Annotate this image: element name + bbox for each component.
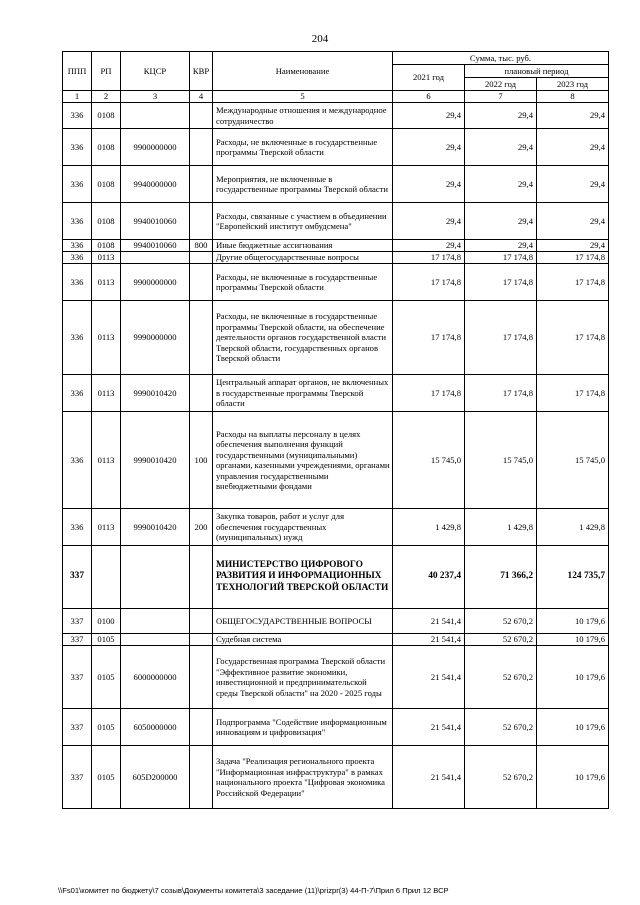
value-2021-cell: 17 174,8	[393, 264, 465, 301]
kcsr-cell: 9990010420	[121, 412, 190, 509]
footer-file-path: \\Fs01\комитет по бюджету\7 созыв\Документы комитета\3 заседание (11)\prizpr(3) 44-П-7\Прил 6 Прил 12 ВСР	[58, 886, 449, 895]
kcsr-cell: 6000000000	[121, 646, 190, 709]
ppp-cell: 337	[63, 746, 92, 809]
value-2021-cell: 21 541,4	[393, 709, 465, 746]
rp-cell: 0108	[92, 240, 121, 252]
ppp-cell: 336	[63, 252, 92, 264]
value-2023-cell: 29,4	[537, 240, 609, 252]
column-number: 8	[537, 91, 609, 103]
rp-cell: 0105	[92, 746, 121, 809]
ppp-cell: 336	[63, 166, 92, 203]
value-2022-cell: 29,4	[465, 103, 537, 129]
value-2022-cell: 52 670,2	[465, 646, 537, 709]
kcsr-cell	[121, 634, 190, 646]
kcsr-cell: 605D200000	[121, 746, 190, 809]
value-2023-cell: 29,4	[537, 166, 609, 203]
kcsr-cell	[121, 546, 190, 609]
ppp-cell: 336	[63, 412, 92, 509]
kcsr-cell: 9900000000	[121, 129, 190, 166]
header-sum-group: Сумма, тыс. руб.	[393, 52, 609, 65]
name-cell: Иные бюджетные ассигнования	[213, 240, 393, 252]
table-row	[63, 634, 609, 646]
kcsr-cell: 9900000000	[121, 264, 190, 301]
kcsr-cell	[121, 252, 190, 264]
kcsr-cell: 9990010420	[121, 509, 190, 546]
value-2022-cell: 29,4	[465, 203, 537, 240]
value-2022-cell: 52 670,2	[465, 634, 537, 646]
kcsr-cell: 9940010060	[121, 240, 190, 252]
value-2021-cell: 17 174,8	[393, 375, 465, 412]
rp-cell: 0108	[92, 203, 121, 240]
kvr-cell	[190, 252, 213, 264]
kvr-cell	[190, 301, 213, 375]
column-number: 2	[92, 91, 121, 103]
value-2022-cell: 52 670,2	[465, 609, 537, 634]
value-2022-cell: 29,4	[465, 240, 537, 252]
table-row	[63, 412, 609, 509]
header-year-2021: 2021 год	[393, 65, 465, 91]
name-cell: Подпрограмма "Содействие информационным инновациям и цифровизация"	[213, 709, 393, 746]
value-2023-cell: 17 174,8	[537, 264, 609, 301]
kcsr-cell: 9990000000	[121, 301, 190, 375]
kvr-cell	[190, 375, 213, 412]
value-2021-cell: 21 541,4	[393, 634, 465, 646]
value-2023-cell: 29,4	[537, 103, 609, 129]
kvr-cell: 800	[190, 240, 213, 252]
kcsr-cell: 6050000000	[121, 709, 190, 746]
table-row	[63, 264, 609, 301]
rp-cell: 0108	[92, 103, 121, 129]
column-number: 4	[190, 91, 213, 103]
table-row	[63, 166, 609, 203]
header-year-2023: 2023 год	[537, 78, 609, 91]
value-2023-cell: 10 179,6	[537, 646, 609, 709]
value-2021-cell: 29,4	[393, 103, 465, 129]
name-cell: Расходы, не включенные в государственные программы Тверской области	[213, 129, 393, 166]
kvr-cell: 200	[190, 509, 213, 546]
rp-cell: 0113	[92, 252, 121, 264]
table-row	[63, 709, 609, 746]
header-ppp: ППП	[63, 52, 92, 91]
rp-cell: 0108	[92, 129, 121, 166]
ppp-cell: 336	[63, 375, 92, 412]
value-2022-cell: 29,4	[465, 129, 537, 166]
value-2021-cell: 29,4	[393, 203, 465, 240]
value-2022-cell: 52 670,2	[465, 746, 537, 809]
value-2022-cell: 52 670,2	[465, 709, 537, 746]
kvr-cell	[190, 203, 213, 240]
value-2022-cell: 29,4	[465, 166, 537, 203]
rp-cell: 0113	[92, 301, 121, 375]
kvr-cell: 100	[190, 412, 213, 509]
kvr-cell	[190, 166, 213, 203]
header-year-2022: 2022 год	[465, 78, 537, 91]
table-row	[63, 509, 609, 546]
value-2022-cell: 17 174,8	[465, 375, 537, 412]
kvr-cell	[190, 609, 213, 634]
value-2023-cell: 17 174,8	[537, 301, 609, 375]
value-2023-cell: 29,4	[537, 129, 609, 166]
value-2022-cell: 1 429,8	[465, 509, 537, 546]
name-cell: Закупка товаров, работ и услуг для обеспечения государственных (муниципальных) нужд	[213, 509, 393, 546]
table-row	[63, 375, 609, 412]
ppp-cell: 336	[63, 264, 92, 301]
table-row	[63, 203, 609, 240]
table-row	[63, 609, 609, 634]
name-cell: Другие общегосударственные вопросы	[213, 252, 393, 264]
name-cell: Мероприятия, не включенные в государственные программы Тверской области	[213, 166, 393, 203]
kvr-cell	[190, 103, 213, 129]
table-row	[63, 252, 609, 264]
ppp-cell: 337	[63, 646, 92, 709]
column-number: 6	[393, 91, 465, 103]
name-cell: Международные отношения и международное сотрудничество	[213, 103, 393, 129]
header-rp: РП	[92, 52, 121, 91]
name-cell: Задача "Реализация регионального проекта "Информационная инфраструктура" в рамках национального проекта "Цифровая экономика Российской Федерации"	[213, 746, 393, 809]
value-2023-cell: 17 174,8	[537, 252, 609, 264]
kvr-cell	[190, 264, 213, 301]
column-number: 5	[213, 91, 393, 103]
value-2021-cell: 29,4	[393, 166, 465, 203]
rp-cell: 0105	[92, 646, 121, 709]
kvr-cell	[190, 634, 213, 646]
value-2023-cell: 29,4	[537, 203, 609, 240]
column-number: 7	[465, 91, 537, 103]
ppp-cell: 337	[63, 709, 92, 746]
rp-cell	[92, 546, 121, 609]
header-kvr: КВР	[190, 52, 213, 91]
value-2022-cell: 71 366,2	[465, 546, 537, 609]
page-number: 204	[311, 33, 329, 45]
header-name: Наименование	[213, 52, 393, 91]
column-number: 1	[63, 91, 92, 103]
table-row	[63, 746, 609, 809]
header-kcsr: КЦСР	[121, 52, 190, 91]
value-2021-cell: 1 429,8	[393, 509, 465, 546]
name-cell: Судебная система	[213, 634, 393, 646]
ppp-cell: 336	[63, 103, 92, 129]
ppp-cell: 336	[63, 129, 92, 166]
rp-cell: 0113	[92, 509, 121, 546]
table-row	[63, 240, 609, 252]
rp-cell: 0113	[92, 412, 121, 509]
value-2022-cell: 17 174,8	[465, 264, 537, 301]
ppp-cell: 337	[63, 546, 92, 609]
value-2021-cell: 17 174,8	[393, 252, 465, 264]
rp-cell: 0100	[92, 609, 121, 634]
rp-cell: 0113	[92, 264, 121, 301]
value-2023-cell: 15 745,0	[537, 412, 609, 509]
rp-cell: 0105	[92, 709, 121, 746]
value-2023-cell: 1 429,8	[537, 509, 609, 546]
value-2023-cell: 10 179,6	[537, 746, 609, 809]
name-cell: Расходы на выплаты персоналу в целях обеспечения выполнения функций государственными (муниципальными) органами, казенными учреждениями, органами управления государственными внебюджетными фондами	[213, 412, 393, 509]
ppp-cell: 336	[63, 240, 92, 252]
kcsr-cell: 9940000000	[121, 166, 190, 203]
kvr-cell	[190, 129, 213, 166]
rp-cell: 0108	[92, 166, 121, 203]
value-2021-cell: 17 174,8	[393, 301, 465, 375]
value-2023-cell: 10 179,6	[537, 634, 609, 646]
table-row	[63, 546, 609, 609]
rp-cell: 0105	[92, 634, 121, 646]
value-2023-cell: 124 735,7	[537, 546, 609, 609]
value-2021-cell: 15 745,0	[393, 412, 465, 509]
kcsr-cell: 9940010060	[121, 203, 190, 240]
kcsr-cell	[121, 103, 190, 129]
value-2023-cell: 17 174,8	[537, 375, 609, 412]
name-cell: Расходы, связанные с участием в объединении "Европейский институт омбудсмена"	[213, 203, 393, 240]
value-2022-cell: 15 745,0	[465, 412, 537, 509]
name-cell: Центральный аппарат органов, не включенных в государственные программы Тверской области	[213, 375, 393, 412]
value-2022-cell: 17 174,8	[465, 301, 537, 375]
value-2022-cell: 17 174,8	[465, 252, 537, 264]
value-2021-cell: 40 237,4	[393, 546, 465, 609]
kcsr-cell	[121, 609, 190, 634]
table-row	[63, 646, 609, 709]
kvr-cell	[190, 546, 213, 609]
value-2021-cell: 21 541,4	[393, 609, 465, 634]
value-2023-cell: 10 179,6	[537, 709, 609, 746]
name-cell: Расходы, не включенные в государственные программы Тверской области	[213, 264, 393, 301]
ppp-cell: 336	[63, 203, 92, 240]
kvr-cell	[190, 746, 213, 809]
kvr-cell	[190, 709, 213, 746]
header-planning-period: плановый период	[465, 65, 609, 78]
kcsr-cell: 9990010420	[121, 375, 190, 412]
ppp-cell: 336	[63, 509, 92, 546]
name-cell: Расходы, не включенные в государственные программы Тверской области, на обеспечение деятельности органов государственной власти Тверской области, государственных органов Тверской области	[213, 301, 393, 375]
ppp-cell: 336	[63, 301, 92, 375]
ppp-cell: 337	[63, 609, 92, 634]
column-number-row	[63, 91, 609, 103]
budget-table	[62, 51, 609, 809]
value-2023-cell: 10 179,6	[537, 609, 609, 634]
value-2021-cell: 29,4	[393, 240, 465, 252]
value-2021-cell: 21 541,4	[393, 746, 465, 809]
rp-cell: 0113	[92, 375, 121, 412]
value-2021-cell: 21 541,4	[393, 646, 465, 709]
ppp-cell: 337	[63, 634, 92, 646]
name-cell: Государственная программа Тверской области "Эффективное развитие экономики, инвестиционной и предпринимательской среды Тверской области" на 2020 - 2025 годы	[213, 646, 393, 709]
table-row	[63, 129, 609, 166]
table-row	[63, 301, 609, 375]
column-number: 3	[121, 91, 190, 103]
kvr-cell	[190, 646, 213, 709]
name-cell: МИНИСТЕРСТВО ЦИФРОВОГО РАЗВИТИЯ И ИНФОРМАЦИОННЫХ ТЕХНОЛОГИЙ ТВЕРСКОЙ ОБЛАСТИ	[213, 546, 393, 609]
name-cell: ОБЩЕГОСУДАРСТВЕННЫЕ ВОПРОСЫ	[213, 609, 393, 634]
value-2021-cell: 29,4	[393, 129, 465, 166]
table-row	[63, 103, 609, 129]
